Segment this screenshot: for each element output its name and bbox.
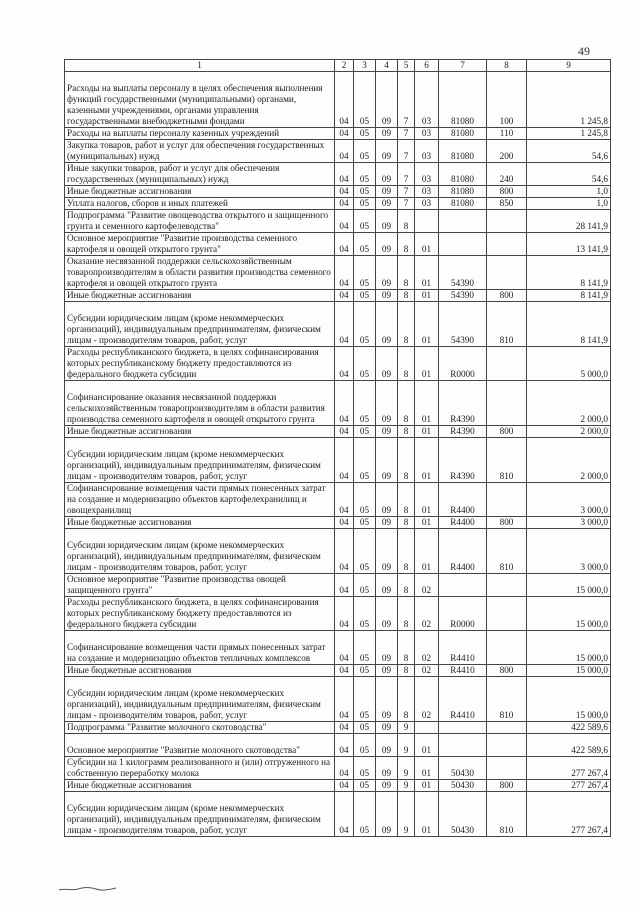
code-cell: 04 — [335, 517, 354, 529]
code-cell: R4410 — [439, 631, 487, 665]
code-cell: 81080 — [439, 163, 487, 186]
code-cell — [487, 347, 527, 381]
code-cell: 04 — [335, 780, 354, 792]
amount-cell: 15 000,0 — [527, 574, 611, 597]
amount-cell: 15 000,0 — [527, 665, 611, 677]
code-cell: 800 — [487, 780, 527, 792]
row-description: Субсидии юридическим лицам (кроме некоммерческих организаций), индивидуальным предпринимателям, физическим лицам - производителям товаров, работ, услуг — [65, 792, 335, 837]
code-cell: 9 — [398, 780, 415, 792]
code-cell: 09 — [376, 290, 398, 302]
table-row — [65, 574, 611, 597]
row-description: Расходы на выплаты персоналу казенных учреждений — [65, 128, 335, 140]
code-cell: R4390 — [439, 426, 487, 438]
code-cell: 01 — [415, 233, 439, 256]
code-cell: 05 — [354, 72, 376, 128]
code-cell: 04 — [335, 186, 354, 198]
code-cell: 01 — [415, 780, 439, 792]
amount-cell: 15 000,0 — [527, 597, 611, 631]
code-cell: 7 — [398, 140, 415, 163]
code-cell: 04 — [335, 302, 354, 347]
row-description: Иные бюджетные ассигнования — [65, 517, 335, 529]
row-description: Уплата налогов, сборов и иных платежей — [65, 198, 335, 210]
code-cell: 7 — [398, 198, 415, 210]
code-cell: 8 — [398, 517, 415, 529]
code-cell: 05 — [354, 347, 376, 381]
budget-table — [64, 59, 611, 837]
code-cell: 8 — [398, 677, 415, 722]
code-cell: 09 — [376, 186, 398, 198]
code-cell: 04 — [335, 381, 354, 426]
code-cell — [415, 722, 439, 734]
row-description: Иные бюджетные ассигнования — [65, 426, 335, 438]
header-cell: 8 — [487, 60, 527, 72]
code-cell: 50430 — [439, 780, 487, 792]
row-description: Основное мероприятие "Развитие производства семенного картофеля и овощей открытого грунта" — [65, 233, 335, 256]
row-description: Закупка товаров, работ и услуг для обеспечения государственных (муниципальных) нужд — [65, 140, 335, 163]
code-cell: 01 — [415, 483, 439, 517]
code-cell: 03 — [415, 128, 439, 140]
row-description: Софинансирование возмещения части прямых понесенных затрат на создание и модернизацию объектов тепличных комплексов — [65, 631, 335, 665]
code-cell: R0000 — [439, 347, 487, 381]
code-cell: 01 — [415, 757, 439, 780]
table-row — [65, 483, 611, 517]
code-cell: 04 — [335, 677, 354, 722]
row-description: Иные закупки товаров, работ и услуг для обеспечения государственных (муниципальных) нужд — [65, 163, 335, 186]
code-cell: 05 — [354, 426, 376, 438]
code-cell: R4390 — [439, 381, 487, 426]
code-cell — [487, 631, 527, 665]
code-cell: 04 — [335, 792, 354, 837]
code-cell: 09 — [376, 574, 398, 597]
code-cell: 09 — [376, 757, 398, 780]
code-cell: 03 — [415, 163, 439, 186]
code-cell: 54390 — [439, 302, 487, 347]
amount-cell: 1,0 — [527, 198, 611, 210]
code-cell: 03 — [415, 72, 439, 128]
code-cell: 02 — [415, 631, 439, 665]
code-cell: 04 — [335, 426, 354, 438]
code-cell: R4400 — [439, 517, 487, 529]
code-cell: 8 — [398, 438, 415, 483]
code-cell — [439, 233, 487, 256]
header-cell: 6 — [415, 60, 439, 72]
code-cell: 8 — [398, 290, 415, 302]
code-cell: 01 — [415, 290, 439, 302]
code-cell — [487, 210, 527, 233]
table-row — [65, 302, 611, 347]
amount-cell: 2 000,0 — [527, 438, 611, 483]
code-cell: 01 — [415, 734, 439, 757]
code-cell: 850 — [487, 198, 527, 210]
table-row — [65, 140, 611, 163]
code-cell: 09 — [376, 210, 398, 233]
code-cell: 04 — [335, 631, 354, 665]
code-cell: 09 — [376, 597, 398, 631]
amount-cell: 8 141,9 — [527, 290, 611, 302]
table-row — [65, 290, 611, 302]
code-cell: 9 — [398, 792, 415, 837]
code-cell: 8 — [398, 302, 415, 347]
amount-cell: 54,6 — [527, 163, 611, 186]
header-cell: 7 — [439, 60, 487, 72]
table-row — [65, 72, 611, 128]
code-cell: 05 — [354, 780, 376, 792]
code-cell: 02 — [415, 597, 439, 631]
code-cell — [487, 256, 527, 290]
code-cell: 810 — [487, 438, 527, 483]
handwritten-mark — [58, 884, 118, 892]
code-cell: 04 — [335, 757, 354, 780]
code-cell: 50430 — [439, 757, 487, 780]
code-cell: 81080 — [439, 186, 487, 198]
amount-cell: 5 000,0 — [527, 347, 611, 381]
code-cell: 09 — [376, 517, 398, 529]
code-cell: 01 — [415, 792, 439, 837]
code-cell — [439, 722, 487, 734]
code-cell: 05 — [354, 734, 376, 757]
amount-cell: 13 141,9 — [527, 233, 611, 256]
code-cell: 05 — [354, 140, 376, 163]
table-row — [65, 792, 611, 837]
code-cell: 05 — [354, 757, 376, 780]
row-description: Иные бюджетные ассигнования — [65, 186, 335, 198]
code-cell: 01 — [415, 302, 439, 347]
code-cell: 8 — [398, 381, 415, 426]
code-cell: 02 — [415, 665, 439, 677]
code-cell — [415, 210, 439, 233]
code-cell: 03 — [415, 140, 439, 163]
code-cell: 05 — [354, 128, 376, 140]
code-cell: 04 — [335, 483, 354, 517]
amount-cell: 8 141,9 — [527, 256, 611, 290]
code-cell: 9 — [398, 722, 415, 734]
code-cell — [487, 597, 527, 631]
amount-cell: 2 000,0 — [527, 426, 611, 438]
row-description: Расходы республиканского бюджета, в целях софинансирования которых республиканскому бюджету предоставляются из федерального бюджета субсидии — [65, 597, 335, 631]
table-row — [65, 757, 611, 780]
code-cell: 01 — [415, 381, 439, 426]
amount-cell: 277 267,4 — [527, 780, 611, 792]
header-cell: 4 — [376, 60, 398, 72]
code-cell: 800 — [487, 517, 527, 529]
code-cell: 05 — [354, 163, 376, 186]
code-cell: 81080 — [439, 72, 487, 128]
row-description: Субсидии юридическим лицам (кроме некоммерческих организаций), индивидуальным предпринимателям, физическим лицам - производителям товаров, работ, услуг — [65, 302, 335, 347]
table-row — [65, 438, 611, 483]
code-cell: 09 — [376, 631, 398, 665]
amount-cell: 422 589,6 — [527, 722, 611, 734]
code-cell: 04 — [335, 256, 354, 290]
code-cell: 05 — [354, 529, 376, 574]
code-cell: 05 — [354, 256, 376, 290]
code-cell: 05 — [354, 233, 376, 256]
code-cell: 05 — [354, 722, 376, 734]
row-description: Подпрограмма "Развитие овощеводства открытого и защищенного грунта и семенного картофелеводства" — [65, 210, 335, 233]
code-cell: 09 — [376, 233, 398, 256]
table-row — [65, 256, 611, 290]
header-cell: 1 — [65, 60, 335, 72]
code-cell: 54390 — [439, 290, 487, 302]
table-row — [65, 163, 611, 186]
code-cell: 8 — [398, 426, 415, 438]
amount-cell: 3 000,0 — [527, 529, 611, 574]
table-row — [65, 517, 611, 529]
code-cell: 09 — [376, 302, 398, 347]
code-cell: 09 — [376, 198, 398, 210]
code-cell: 04 — [335, 574, 354, 597]
table-row — [65, 210, 611, 233]
code-cell: 09 — [376, 72, 398, 128]
code-cell: 800 — [487, 290, 527, 302]
code-cell: 50430 — [439, 792, 487, 837]
code-cell: 810 — [487, 677, 527, 722]
table-row — [65, 347, 611, 381]
page-number: 49 — [578, 44, 590, 58]
code-cell: 800 — [487, 426, 527, 438]
code-cell: 8 — [398, 347, 415, 381]
code-cell: 01 — [415, 426, 439, 438]
row-description: Оказание несвязанной поддержки сельскохозяйственным товаропроизводителям в области развития производства семенного картофеля и овощей открытого грунта — [65, 256, 335, 290]
code-cell: 8 — [398, 210, 415, 233]
table-row — [65, 597, 611, 631]
code-cell — [439, 734, 487, 757]
code-cell: 05 — [354, 597, 376, 631]
code-cell: 04 — [335, 163, 354, 186]
amount-cell: 1,0 — [527, 186, 611, 198]
code-cell: 05 — [354, 381, 376, 426]
code-cell: 810 — [487, 302, 527, 347]
code-cell: 05 — [354, 290, 376, 302]
code-cell: 09 — [376, 722, 398, 734]
table-row — [65, 381, 611, 426]
code-cell: 09 — [376, 163, 398, 186]
amount-cell: 422 589,6 — [527, 734, 611, 757]
code-cell: 01 — [415, 529, 439, 574]
code-cell: 81080 — [439, 140, 487, 163]
code-cell: 05 — [354, 198, 376, 210]
code-cell: 09 — [376, 140, 398, 163]
code-cell: 02 — [415, 677, 439, 722]
code-cell: 04 — [335, 529, 354, 574]
code-cell: 09 — [376, 347, 398, 381]
code-cell: 04 — [335, 210, 354, 233]
table-row — [65, 734, 611, 757]
code-cell: 8 — [398, 597, 415, 631]
code-cell: 09 — [376, 677, 398, 722]
table-row — [65, 631, 611, 665]
table-row — [65, 128, 611, 140]
code-cell: 9 — [398, 734, 415, 757]
row-description: Иные бюджетные ассигнования — [65, 290, 335, 302]
amount-cell: 8 141,9 — [527, 302, 611, 347]
code-cell: 81080 — [439, 128, 487, 140]
code-cell: R4390 — [439, 438, 487, 483]
code-cell: R4410 — [439, 677, 487, 722]
row-description: Субсидии на 1 килограмм реализованного и (или) отгруженного на собственную переработку молока — [65, 757, 335, 780]
table-header-row — [65, 60, 611, 72]
code-cell: 8 — [398, 529, 415, 574]
code-cell: 04 — [335, 347, 354, 381]
row-description: Субсидии юридическим лицам (кроме некоммерческих организаций), индивидуальным предпринимателям, физическим лицам - производителям товаров, работ, услуг — [65, 677, 335, 722]
code-cell: 7 — [398, 186, 415, 198]
code-cell: 05 — [354, 665, 376, 677]
table-row — [65, 233, 611, 256]
code-cell: 05 — [354, 302, 376, 347]
header-cell: 2 — [335, 60, 354, 72]
table-row — [65, 677, 611, 722]
code-cell: 09 — [376, 665, 398, 677]
code-cell: 03 — [415, 198, 439, 210]
code-cell: R4400 — [439, 483, 487, 517]
code-cell: 05 — [354, 186, 376, 198]
amount-cell: 54,6 — [527, 140, 611, 163]
header-cell: 3 — [354, 60, 376, 72]
code-cell: 200 — [487, 140, 527, 163]
code-cell: 05 — [354, 792, 376, 837]
code-cell: 09 — [376, 483, 398, 517]
code-cell: 01 — [415, 438, 439, 483]
code-cell: 04 — [335, 597, 354, 631]
row-description: Иные бюджетные ассигнования — [65, 665, 335, 677]
code-cell: 05 — [354, 438, 376, 483]
code-cell: 8 — [398, 574, 415, 597]
code-cell — [487, 574, 527, 597]
code-cell: 09 — [376, 734, 398, 757]
code-cell: 7 — [398, 128, 415, 140]
amount-cell: 277 267,4 — [527, 792, 611, 837]
code-cell: 04 — [335, 198, 354, 210]
code-cell: 04 — [335, 438, 354, 483]
code-cell: 01 — [415, 347, 439, 381]
code-cell: 02 — [415, 574, 439, 597]
code-cell: 04 — [335, 665, 354, 677]
code-cell: 8 — [398, 256, 415, 290]
code-cell: 810 — [487, 792, 527, 837]
header-cell: 5 — [398, 60, 415, 72]
code-cell: 81080 — [439, 198, 487, 210]
code-cell: 04 — [335, 290, 354, 302]
code-cell: R4400 — [439, 529, 487, 574]
table-row — [65, 780, 611, 792]
header-cell: 9 — [527, 60, 611, 72]
code-cell: 05 — [354, 210, 376, 233]
row-description: Подпрограмма "Развитие молочного скотоводства" — [65, 722, 335, 734]
amount-cell: 28 141,9 — [527, 210, 611, 233]
table-row — [65, 198, 611, 210]
code-cell: 8 — [398, 483, 415, 517]
table-row — [65, 186, 611, 198]
code-cell: 04 — [335, 72, 354, 128]
code-cell: 100 — [487, 72, 527, 128]
code-cell: 05 — [354, 631, 376, 665]
row-description: Субсидии юридическим лицам (кроме некоммерческих организаций), индивидуальным предпринимателям, физическим лицам - производителям товаров, работ, услуг — [65, 438, 335, 483]
table-row — [65, 665, 611, 677]
code-cell: 810 — [487, 529, 527, 574]
code-cell: 800 — [487, 186, 527, 198]
row-description: Субсидии юридическим лицам (кроме некоммерческих организаций), индивидуальным предпринимателям, физическим лицам - производителям товаров, работ, услуг — [65, 529, 335, 574]
code-cell — [487, 757, 527, 780]
code-cell: 01 — [415, 517, 439, 529]
code-cell: 04 — [335, 233, 354, 256]
code-cell — [439, 210, 487, 233]
amount-cell: 3 000,0 — [527, 517, 611, 529]
code-cell — [487, 722, 527, 734]
code-cell: R4410 — [439, 665, 487, 677]
row-description: Основное мероприятие "Развитие молочного скотоводства" — [65, 734, 335, 757]
code-cell — [439, 574, 487, 597]
code-cell: 9 — [398, 757, 415, 780]
amount-cell: 15 000,0 — [527, 631, 611, 665]
code-cell: 04 — [335, 128, 354, 140]
code-cell: 8 — [398, 233, 415, 256]
code-cell: 09 — [376, 128, 398, 140]
code-cell: 04 — [335, 722, 354, 734]
code-cell: 05 — [354, 483, 376, 517]
code-cell: 04 — [335, 734, 354, 757]
code-cell: 05 — [354, 677, 376, 722]
code-cell: 09 — [376, 529, 398, 574]
code-cell: 7 — [398, 72, 415, 128]
code-cell: 05 — [354, 517, 376, 529]
code-cell: 09 — [376, 780, 398, 792]
code-cell: 8 — [398, 665, 415, 677]
code-cell: 8 — [398, 631, 415, 665]
code-cell: 09 — [376, 426, 398, 438]
code-cell: 110 — [487, 128, 527, 140]
row-description: Софинансирование оказания несвязанной поддержки сельскохозяйственным товаропроизводителям в области развития производства семенного картофеля и овощей открытого грунта — [65, 381, 335, 426]
code-cell: 05 — [354, 574, 376, 597]
amount-cell: 2 000,0 — [527, 381, 611, 426]
table-row — [65, 529, 611, 574]
table-row — [65, 426, 611, 438]
code-cell: 09 — [376, 438, 398, 483]
amount-cell: 1 245,8 — [527, 72, 611, 128]
code-cell — [487, 483, 527, 517]
amount-cell: 277 267,4 — [527, 757, 611, 780]
code-cell: R0000 — [439, 597, 487, 631]
code-cell — [487, 734, 527, 757]
code-cell: 54390 — [439, 256, 487, 290]
code-cell: 240 — [487, 163, 527, 186]
code-cell: 09 — [376, 792, 398, 837]
code-cell: 03 — [415, 186, 439, 198]
amount-cell: 3 000,0 — [527, 483, 611, 517]
code-cell: 01 — [415, 256, 439, 290]
row-description: Расходы на выплаты персоналу в целях обеспечения выполнения функций государственными (муниципальными) органами, казенными учреждениями, органами управления государственными внебюджетными фондами — [65, 72, 335, 128]
row-description: Софинансирование возмещения части прямых понесенных затрат на создание и модернизацию объектов картофелехранилищ и овощехранилищ — [65, 483, 335, 517]
row-description: Основное мероприятие "Развитие производства овощей защищенного грунта" — [65, 574, 335, 597]
code-cell — [487, 381, 527, 426]
code-cell: 800 — [487, 665, 527, 677]
code-cell: 09 — [376, 256, 398, 290]
amount-cell: 15 000,0 — [527, 677, 611, 722]
table-row — [65, 722, 611, 734]
row-description: Иные бюджетные ассигнования — [65, 780, 335, 792]
code-cell — [487, 233, 527, 256]
code-cell: 04 — [335, 140, 354, 163]
row-description: Расходы республиканского бюджета, в целях софинансирования которых республиканскому бюджету предоставляются из федерального бюджета субсидии — [65, 347, 335, 381]
code-cell: 09 — [376, 381, 398, 426]
amount-cell: 1 245,8 — [527, 128, 611, 140]
code-cell: 7 — [398, 163, 415, 186]
